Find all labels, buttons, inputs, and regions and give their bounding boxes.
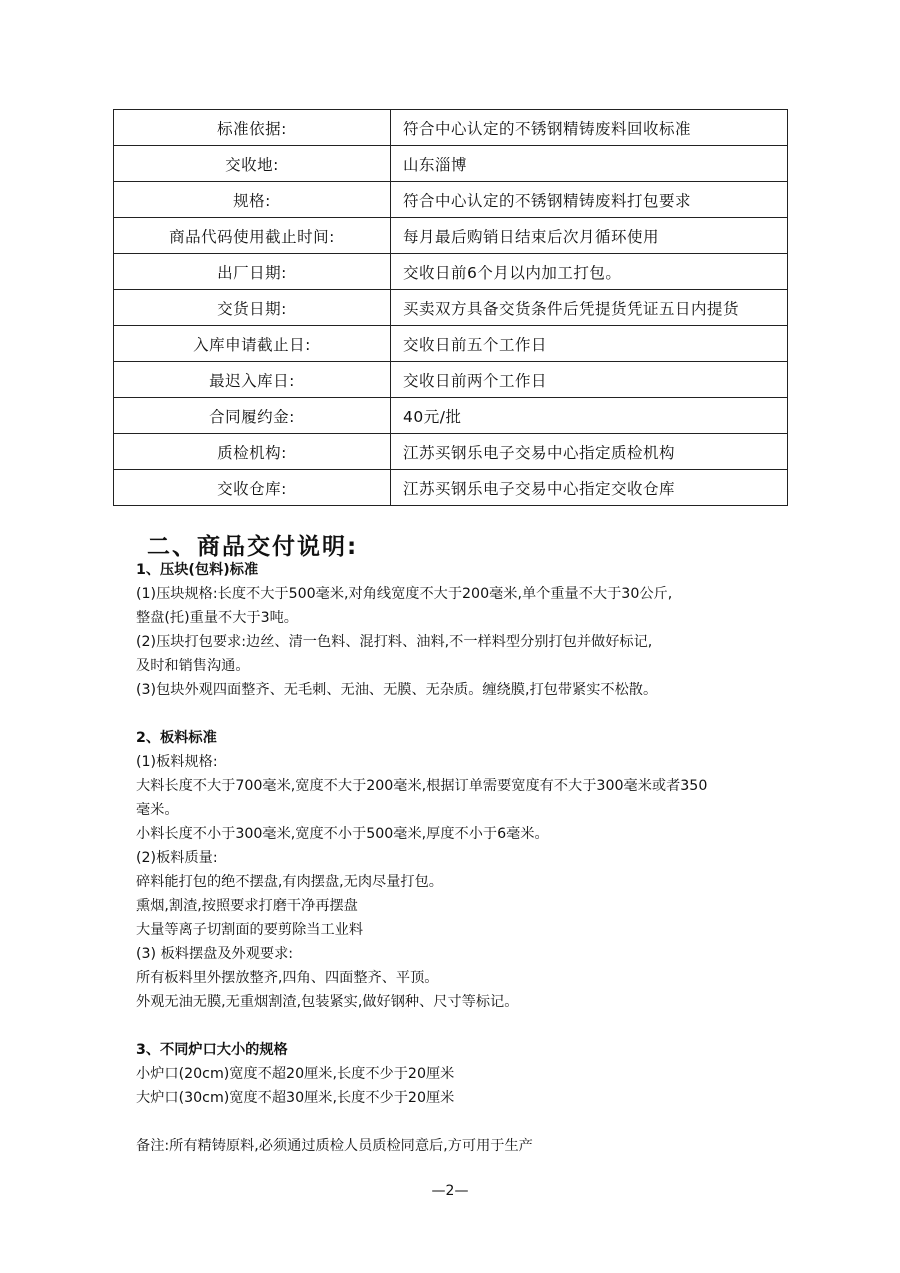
table-row [114, 290, 788, 326]
row-value: 交收日前两个工作日 [391, 362, 788, 398]
row-label: 规格: [114, 182, 391, 218]
table-row [114, 146, 788, 182]
spec-table [113, 109, 788, 506]
block2-line: (2)板料质量: [136, 850, 218, 866]
row-label: 质检机构: [114, 434, 391, 470]
row-label: 合同履约金: [114, 398, 391, 434]
row-label: 交收地: [114, 146, 391, 182]
block3-line: 大炉口(30cm)宽度不超30厘米,长度不少于20厘米 [136, 1090, 455, 1106]
note-text: 备注:所有精铸原料,必须通过质检人员质检同意后,方可用于生产 [136, 1138, 533, 1154]
block1-heading: 1、压块(包料)标准 [136, 562, 259, 578]
row-value: 符合中心认定的不锈钢精铸废料打包要求 [391, 182, 788, 218]
block1-line: (3)包块外观四面整齐、无毛刺、无油、无膜、无杂质。缠绕膜,打包带紧实不松散。 [136, 682, 658, 698]
content-body [136, 558, 816, 1158]
row-value: 江苏买钢乐电子交易中心指定质检机构 [391, 434, 788, 470]
table-row [114, 326, 788, 362]
row-value: 交收日前6个月以内加工打包。 [391, 254, 788, 290]
table-row [114, 362, 788, 398]
block1-line: 及时和销售沟通。 [136, 658, 250, 674]
row-value: 买卖双方具备交货条件后凭提货凭证五日内提货 [391, 290, 788, 326]
block2-line: 大料长度不大于700毫米,宽度不大于200毫米,根据订单需要宽度有不大于300毫米或者350 [136, 778, 708, 794]
block2-line: (3) 板料摆盘及外观要求: [136, 946, 294, 962]
table-row [114, 218, 788, 254]
spacer [136, 1014, 816, 1038]
section-title: 二、商品交付说明: [147, 534, 359, 560]
block1-line: (2)压块打包要求:边丝、清一色料、混打料、油料,不一样料型分别打包并做好标记, [136, 634, 653, 650]
row-value: 山东淄博 [391, 146, 788, 182]
block2-line: 大量等离子切割面的要剪除当工业料 [136, 922, 364, 938]
row-value: 每月最后购销日结束后次月循环使用 [391, 218, 788, 254]
block2-line: 碎料能打包的绝不摆盘,有肉摆盘,无肉尽量打包。 [136, 874, 443, 890]
block3-heading: 3、不同炉口大小的规格 [136, 1042, 288, 1058]
row-value: 交收日前五个工作日 [391, 326, 788, 362]
row-label: 交货日期: [114, 290, 391, 326]
row-value: 江苏买钢乐电子交易中心指定交收仓库 [391, 470, 788, 506]
table-row [114, 254, 788, 290]
row-label: 标准依据: [114, 110, 391, 146]
table-row [114, 398, 788, 434]
table-row [114, 182, 788, 218]
block2-line: 小料长度不小于300毫米,宽度不小于500毫米,厚度不小于6毫米。 [136, 826, 549, 842]
spec-table-body [114, 110, 788, 506]
block2-line: 外观无油无膜,无重烟割渣,包装紧实,做好钢种、尺寸等标记。 [136, 994, 519, 1010]
row-label: 交收仓库: [114, 470, 391, 506]
block3-line: 小炉口(20cm)宽度不超20厘米,长度不少于20厘米 [136, 1066, 455, 1082]
page-number: —2— [431, 1183, 469, 1199]
row-label: 入库申请截止日: [114, 326, 391, 362]
table-row [114, 110, 788, 146]
row-value: 40元/批 [391, 398, 788, 434]
block1-line: (1)压块规格:长度不大于500毫米,对角线宽度不大于200毫米,单个重量不大于30公斤, [136, 586, 673, 602]
block2-line: 所有板料里外摆放整齐,四角、四面整齐、平顶。 [136, 970, 439, 986]
row-label: 商品代码使用截止时间: [114, 218, 391, 254]
block2-line: (1)板料规格: [136, 754, 218, 770]
row-value: 符合中心认定的不锈钢精铸废料回收标准 [391, 110, 788, 146]
row-label: 出厂日期: [114, 254, 391, 290]
table-row [114, 434, 788, 470]
block2-heading: 2、板料标准 [136, 730, 217, 746]
spacer [136, 1110, 816, 1134]
block2-line: 熏烟,割渣,按照要求打磨干净再摆盘 [136, 898, 358, 914]
row-label: 最迟入库日: [114, 362, 391, 398]
block2-line: 毫米。 [136, 802, 179, 818]
block1-line: 整盘(托)重量不大于3吨。 [136, 610, 298, 626]
table-row [114, 470, 788, 506]
spacer [136, 702, 816, 726]
